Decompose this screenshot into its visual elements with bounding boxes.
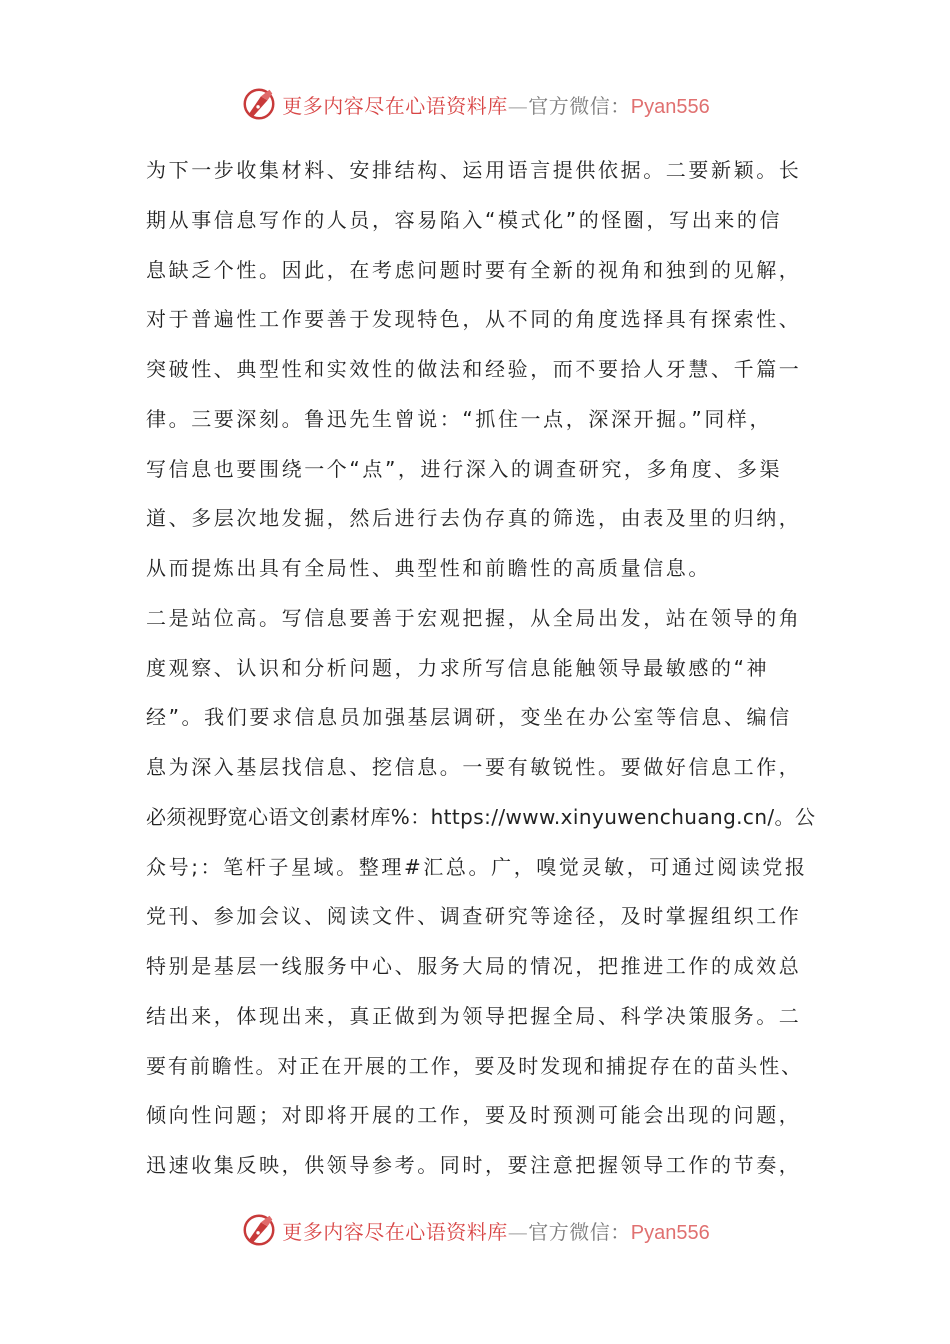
- header-banner-text: [282, 90, 709, 119]
- pen-nib-logo-icon: [240, 1211, 278, 1249]
- footer-banner-text: [282, 1216, 709, 1245]
- pen-nib-logo-icon: [240, 85, 278, 123]
- footer-banner: [0, 1208, 950, 1252]
- header-tag: 官方微信：: [528, 93, 631, 118]
- body-line-6: 律。三要深刻。鲁迅先生曾说：“抓住一点，深深开掘。”同样，: [146, 406, 773, 431]
- body-line-16: 党刊、参加会议、阅读文件、调查研究等途径，及时掌握组织工作: [146, 904, 802, 929]
- header-brand: 更多内容尽在心语资料库: [282, 93, 508, 118]
- body-line-5: 突破性、典型性和实效性的做法和经验，而不要拾人牙慧、千篇一: [146, 357, 802, 381]
- body-line-8: 道、多层次地发掘，然后进行去伪存真的筛选，由表及里的归纳，: [146, 506, 802, 531]
- footer-tag: 官方微信：: [528, 1219, 631, 1244]
- body-line-2: 期从事信息写作的人员，容易陷入“模式化”的怪圈，写出来的信: [146, 207, 783, 232]
- body-line-18: 结出来，体现出来，真正做到为领导把握全局、科学决策服务。二: [146, 1003, 802, 1028]
- body-line-17: 特别是基层一线服务中心、服务大局的情况，把推进工作的成效总: [146, 954, 802, 978]
- header-wechat-id: Pyan556: [630, 95, 710, 118]
- header-separator: —: [507, 93, 529, 118]
- header-banner: [0, 82, 950, 126]
- body-line-13: 息为深入基层找信息、挖信息。一要有敏锐性。要做好信息工作，: [146, 755, 802, 779]
- footer-wechat-id: Pyan556: [630, 1221, 710, 1244]
- body-line-21: 迅速收集反映，供领导参考。同时，要注意把握领导工作的节奏，: [146, 1153, 802, 1177]
- body-line-4: 对于普遍性工作要善于发现特色，从不同的角度选择具有探索性、: [146, 307, 802, 332]
- footer-brand: 更多内容尽在心语资料库: [282, 1219, 508, 1244]
- body-line-3: 息缺乏个性。因此，在考虑问题时要有全新的视角和独到的见解，: [146, 257, 802, 282]
- body-line-20: 倾向性问题；对即将开展的工作，要及时预测可能会出现的问题，: [146, 1103, 802, 1128]
- body-line-7: 写信息也要围绕一个“点”，进行深入的调查研究，多角度、多渠: [146, 456, 783, 481]
- body-line-10: 二是站位高。写信息要善于宏观把握，从全局出发，站在领导的角: [146, 605, 802, 630]
- body-line-1: 为下一步收集材料、安排结构、运用语言提供依据。二要新颖。长: [146, 158, 802, 182]
- footer-separator: —: [507, 1219, 529, 1244]
- body-line-15: 众号;：笔杆子星域。整理#汇总。广，嗅觉灵敏，可通过阅读党报: [146, 854, 808, 879]
- body-line-11: 度观察、认识和分析问题，力求所写信息能触领导最敏感的“神: [146, 655, 770, 680]
- body-line-19: 要有前瞻性。对正在开展的工作，要及时发现和捕捉存在的苗头性、: [146, 1053, 803, 1078]
- body-line-14: 必须视野宽心语文创素材库%：https://www.xinyuwenchuang.cn/。公: [146, 804, 816, 829]
- body-line-9: 从而提炼出具有全局性、典型性和前瞻性的高质量信息。: [146, 556, 711, 580]
- document-body: [146, 146, 826, 1191]
- body-line-12: 经”。我们要求信息员加强基层调研，变坐在办公室等信息、编信: [146, 705, 792, 730]
